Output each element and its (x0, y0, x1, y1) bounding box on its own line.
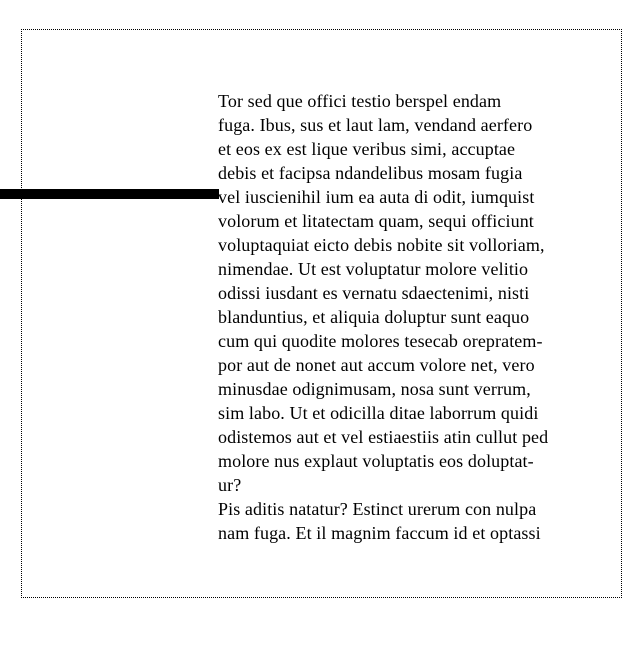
text-line: debis et facipsa ndandelibus mosam fugia (218, 163, 523, 183)
text-line: nimendae. Ut est voluptatur molore velitio (218, 259, 529, 279)
text-line: et eos ex est lique veribus simi, accuptae (218, 139, 516, 159)
text-line: nam fuga. Et il magnim faccum id et optassi (218, 523, 541, 543)
text-line: voluptaquiat eicto debis nobite sit volloriam, (218, 235, 545, 255)
text-line: vel iuscienihil ium ea auta di odit, iumquist (218, 187, 535, 207)
text-line: minusdae odignimusam, nosa sunt verrum, (218, 379, 531, 399)
text-line: volorum et litatectam quam, sequi officiunt (218, 211, 534, 231)
text-line: cum qui quodite molores tesecab orepratem- (218, 331, 543, 351)
text-line: molore nus explaut voluptatis eos doluptat- (218, 451, 534, 471)
text-line: fuga. Ibus, sus et laut lam, vendand aerfero (218, 115, 533, 135)
black-rule-bar (0, 189, 219, 199)
text-line: odissi iusdant es vernatu sdaectenimi, nisti (218, 283, 530, 303)
text-line: ur? (218, 475, 242, 495)
text-line: blanduntius, et aliquia doluptur sunt eaquo (218, 307, 530, 327)
text-line: Pis aditis natatur? Estinct urerum con nulpa (218, 499, 537, 519)
text-line: Tor sed que offici testio berspel endam (218, 91, 502, 111)
text-line: odistemos aut et vel estiaestiis atin cullut ped (218, 427, 549, 447)
text-line: por aut de nonet aut accum volore net, vero (218, 355, 535, 375)
body-text-block (218, 89, 613, 545)
text-line: sim labo. Ut et odicilla ditae laborrum quidi (218, 403, 539, 423)
